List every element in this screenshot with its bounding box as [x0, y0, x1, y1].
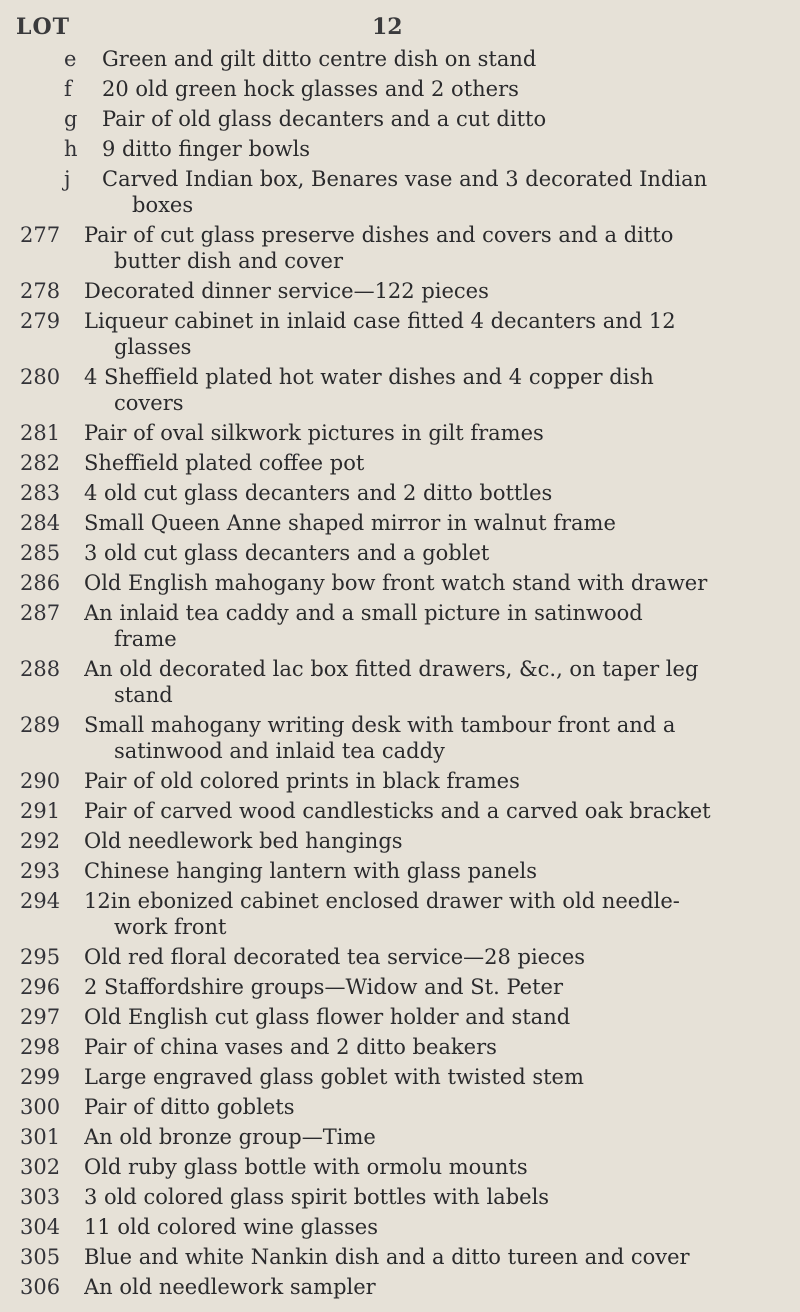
description-line: Liqueur cabinet in inlaid case fitted 4 decanters and 12 [84, 309, 676, 333]
lot-number: 287 [20, 601, 61, 625]
description-continuation-line: stand [114, 683, 173, 707]
lot-description [84, 510, 782, 536]
lot-number: 298 [20, 1035, 61, 1059]
lot-number: 278 [20, 279, 61, 303]
description-line: An old decorated lac box fitted drawers, &c., on taper leg [84, 657, 699, 681]
description-line: Small mahogany writing desk with tambour front and a [84, 713, 676, 737]
lot-description [84, 1124, 782, 1150]
description-line: 4 old cut glass decanters and 2 ditto bottles [84, 481, 553, 505]
description-line: Old English cut glass flower holder and stand [84, 1005, 571, 1029]
description-line: 4 Sheffield plated hot water dishes and 4 copper dish [84, 365, 654, 389]
lot-number: 286 [20, 571, 61, 595]
lot-number: 283 [20, 481, 61, 505]
lot-number: e [64, 47, 77, 71]
lot-entry [12, 450, 782, 476]
lot-entry [12, 858, 782, 884]
description-line: Carved Indian box, Benares vase and 3 decorated Indian [102, 167, 708, 191]
description-line: Chinese hanging lantern with glass panels [84, 859, 538, 883]
lot-description [84, 944, 782, 970]
lot-entry [12, 540, 782, 566]
page-header [12, 10, 782, 46]
lot-number: 290 [20, 769, 61, 793]
lot-description [84, 480, 782, 506]
lot-number: 291 [20, 799, 61, 823]
description-line: Small Queen Anne shaped mirror in walnut frame [84, 511, 616, 535]
lot-entry [12, 600, 782, 652]
lot-entry [12, 1184, 782, 1210]
lot-entry [12, 480, 782, 506]
lot-entry [12, 106, 782, 132]
lot-description [84, 1244, 782, 1270]
description-line: Sheffield plated coffee pot [84, 451, 365, 475]
description-line: Pair of old colored prints in black frames [84, 769, 520, 793]
lot-description [102, 106, 782, 132]
description-line: An inlaid tea caddy and a small picture in satinwood [84, 601, 643, 625]
description-line: Green and gilt ditto centre dish on stand [102, 47, 537, 71]
lot-number: 277 [20, 223, 61, 247]
lot-description [102, 136, 782, 162]
lot-entry [12, 1244, 782, 1270]
lot-description [84, 858, 782, 884]
lot-description [84, 828, 782, 854]
description-continuation-line: glasses [114, 335, 192, 359]
lot-number: h [64, 137, 78, 161]
lot-description [102, 46, 782, 72]
lot-description [84, 1274, 782, 1300]
description-line: Pair of china vases and 2 ditto beakers [84, 1035, 497, 1059]
lot-description [84, 1064, 782, 1090]
lot-entry [12, 1094, 782, 1120]
description-continuation-line: butter dish and cover [114, 249, 344, 273]
lot-description [84, 540, 782, 566]
description-line: Old needlework bed hangings [84, 829, 403, 853]
description-line: 9 ditto finger bowls [102, 137, 311, 161]
description-line: 3 old colored glass spirit bottles with labels [84, 1185, 550, 1209]
description-line: Pair of carved wood candlesticks and a carved oak bracket [84, 799, 711, 823]
lot-number: 299 [20, 1065, 61, 1089]
lot-number: 305 [20, 1245, 61, 1269]
description-line: Old English mahogany bow front watch stand with drawer [84, 571, 708, 595]
lot-description [84, 768, 782, 794]
description-line: An old bronze group—Time [84, 1125, 376, 1149]
lot-description [84, 888, 782, 940]
lot-number: 294 [20, 889, 61, 913]
lot-entry [12, 1004, 782, 1030]
lot-entry [12, 1034, 782, 1060]
lot-number: 301 [20, 1125, 61, 1149]
description-continuation-line: covers [114, 391, 184, 415]
lot-entry [12, 1214, 782, 1240]
lot-entry [12, 1124, 782, 1150]
lot-entry [12, 420, 782, 446]
lot-entry [12, 76, 782, 102]
lot-description [84, 600, 782, 652]
description-line: Decorated dinner service—122 pieces [84, 279, 489, 303]
lot-number: 297 [20, 1005, 61, 1029]
lot-number: 282 [20, 451, 61, 475]
lot-number: 284 [20, 511, 61, 535]
lot-description [84, 712, 782, 764]
description-continuation-line: frame [114, 627, 177, 651]
lot-description [84, 1034, 782, 1060]
lot-number: 288 [20, 657, 61, 681]
lot-entry [12, 1274, 782, 1300]
description-line: 2 Staffordshire groups—Widow and St. Peter [84, 975, 563, 999]
lot-number: 292 [20, 829, 61, 853]
lot-description [84, 450, 782, 476]
lot-entry [12, 364, 782, 416]
description-line: An old needlework sampler [84, 1275, 376, 1299]
lot-number: 279 [20, 309, 61, 333]
description-line: Old ruby glass bottle with ormolu mounts [84, 1155, 528, 1179]
description-line: Large engraved glass goblet with twisted stem [84, 1065, 584, 1089]
lot-entry [12, 798, 782, 824]
lot-number: 306 [20, 1275, 61, 1299]
lot-entry [12, 510, 782, 536]
lot-number: 280 [20, 365, 61, 389]
description-line: Pair of oval silkwork pictures in gilt frames [84, 421, 544, 445]
description-line: 11 old colored wine glasses [84, 1215, 378, 1239]
lot-description [102, 166, 782, 218]
lot-number: 296 [20, 975, 61, 999]
lot-description [84, 1094, 782, 1120]
lot-number: 295 [20, 945, 61, 969]
lot-description [84, 364, 782, 416]
lot-entry [12, 712, 782, 764]
lot-number: j [64, 167, 71, 191]
description-continuation-line: work front [114, 915, 227, 939]
lot-description [84, 222, 782, 274]
lot-entry [12, 656, 782, 708]
lot-entry [12, 888, 782, 940]
description-line: Pair of ditto goblets [84, 1095, 295, 1119]
lot-column-heading: LOT [16, 14, 71, 40]
lot-number: 304 [20, 1215, 61, 1239]
lot-description [84, 1214, 782, 1240]
lot-number: 303 [20, 1185, 61, 1209]
lot-number: 293 [20, 859, 61, 883]
lot-description [84, 1004, 782, 1030]
lot-description [84, 1154, 782, 1180]
lot-number: 289 [20, 713, 61, 737]
description-line: Pair of old glass decanters and a cut ditto [102, 107, 547, 131]
lot-number: 302 [20, 1155, 61, 1179]
lot-description [84, 974, 782, 1000]
lot-entry [12, 570, 782, 596]
lot-entry [12, 828, 782, 854]
lot-description [84, 798, 782, 824]
lot-entry [12, 136, 782, 162]
lot-description [84, 1184, 782, 1210]
lot-description [84, 278, 782, 304]
lot-entry [12, 278, 782, 304]
description-continuation-line: satinwood and inlaid tea caddy [114, 739, 445, 763]
lot-entry [12, 46, 782, 72]
description-line: 12in ebonized cabinet enclosed drawer with old needle- [84, 889, 680, 913]
lot-entry [12, 1064, 782, 1090]
description-line: Pair of cut glass preserve dishes and covers and a ditto [84, 223, 674, 247]
description-continuation-line: boxes [132, 193, 194, 217]
lot-entry [12, 768, 782, 794]
lot-description [84, 570, 782, 596]
lot-number: 300 [20, 1095, 61, 1119]
lot-entry [12, 308, 782, 360]
lot-description [102, 76, 782, 102]
lot-entry [12, 166, 782, 218]
lot-description [84, 420, 782, 446]
lot-description [84, 656, 782, 708]
description-line: 20 old green hock glasses and 2 others [102, 77, 519, 101]
description-line: 3 old cut glass decanters and a goblet [84, 541, 490, 565]
lot-number: 281 [20, 421, 61, 445]
lot-entry [12, 1154, 782, 1180]
page-number: 12 [372, 14, 403, 40]
lot-list [12, 46, 782, 1300]
lot-number: g [64, 107, 78, 131]
description-line: Blue and white Nankin dish and a ditto tureen and cover [84, 1245, 690, 1269]
lot-description [84, 308, 782, 360]
lot-entry [12, 974, 782, 1000]
lot-entry [12, 222, 782, 274]
lot-entry [12, 944, 782, 970]
description-line: Old red floral decorated tea service—28 pieces [84, 945, 586, 969]
lot-number: 285 [20, 541, 61, 565]
lot-number: f [64, 77, 72, 101]
